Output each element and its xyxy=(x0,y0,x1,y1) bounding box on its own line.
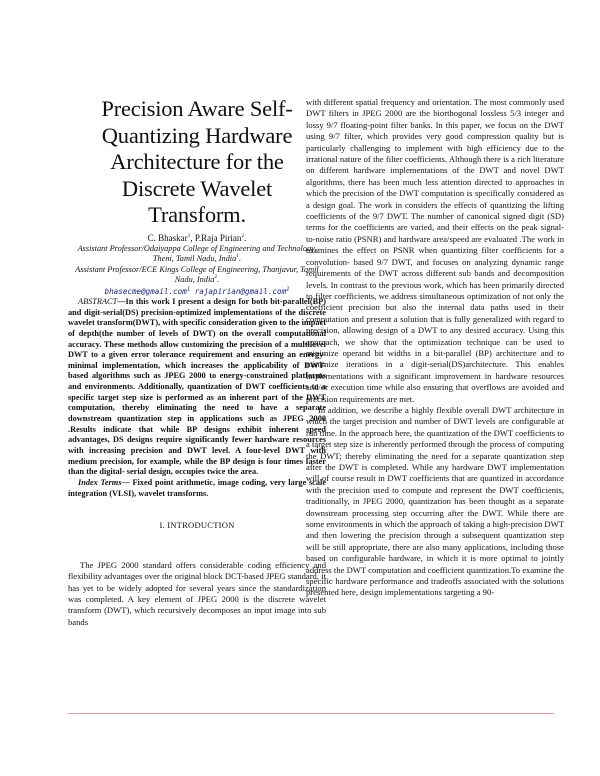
index-terms-text: Fixed point arithmetic, image coding, very large scale integration (VLSI), wavelet transforms. xyxy=(68,478,327,498)
affiliation xyxy=(68,265,326,286)
title-line: Discrete Wavelet xyxy=(121,175,273,201)
index-terms xyxy=(68,478,326,499)
email-link[interactable]: bhasecme@gmail.com xyxy=(104,286,187,296)
affiliation-text: Assistant Professor/ECE Kings College of Engineering, Thanjavur, Tamil Nadu, India xyxy=(75,264,319,285)
title-line: Architecture for the xyxy=(110,149,284,174)
author-affil-marker: 2 xyxy=(241,232,245,239)
abstract-dash: — xyxy=(117,296,126,306)
title-line: Transform. xyxy=(148,202,246,227)
intro-paragraph: The JPEG 2000 standard offers considerable coding efficiency and flexibility advantages over the original block DCT-based JPEG standard, it has yet to be widely adopted for several years since the standardization was completed. A key element of JPEG 2000 is the discrete wavelet transform (DWT), which recursively decomposes an input image into sub bands xyxy=(68,559,326,627)
footer-divider xyxy=(68,713,554,714)
affiliation-marker: 1 xyxy=(236,253,240,260)
author-separator: , xyxy=(190,232,195,243)
title-line: Precision Aware Self- xyxy=(101,96,293,121)
affiliation-marker: 2 xyxy=(214,274,218,281)
index-terms-label: Index Terms xyxy=(78,478,122,488)
author-name: P.Raja Pirian xyxy=(194,232,242,243)
email-link[interactable]: rajapirian@gmail.com xyxy=(194,286,287,296)
body-paragraph: In addition, we describe a highly flexible overall DWT architecture in which the target precision and number of DWT levels are configurable at run time. In the approach here, the quantization of the DWT coefficients to a target step size is inherently performed through the process of computing the DWT; thereby eliminating the need for a separate quantization step after the DWT is completed. While any hardware DWT implementation will of course result in DWT coefficients that are quantized in accordance with the precision used to compute and represent the DWT coefficients, traditionally, in JPEG 2000, quantization has been thought as a separate downstream processing step occurring after the DWT. While there are some environments in which the approach of taking a high-precision DWT and then lowering the precision through a subsequent quantization step will be still appropriate, there are also many applications, including those based on configurable hardware, in which it is more optimal to jointly address the DWT computation and coefficient quantization.To examine the specific hardware performance and tradeoffs associated with the solutions presented here, design implementations targeting a 90- xyxy=(306,404,565,598)
abstract-text: In this work I present a design for both bit-parallel(BP) and digit-serial(DS) precision-optimized implementations of the discrete wavelet transform(DWT), with specific consideration given to the impact of depth(the number of levels of DWT) on the overall computational accuracy. These methods allow customizing the precision of a multilevel DWT to a given error tolerance requirement and ensuring an energy-minimal implementation, which increases the applicability of DWT-based algorithms such as JPEG 2000 to energy-constrained platforms and environments. Additionally, quantization of DWT coefficients to a specific target step size is performed as an inherent part of the DWT computation, thereby eliminating the need to have a separate downstream quantization step in applications such as JPEG 2000 .Results indicate that while BP designs exhibit inherent speed advantages, DS designs require significantly fewer hardware resources with increasing precision and DWT level. A four-level DWT with medium precision, for example, while the BP design is four times faster than the digital- serial design, occupies twice the area. xyxy=(68,296,326,477)
author-name: C. Bhaskar xyxy=(147,232,188,243)
affiliation xyxy=(68,244,326,265)
author-list xyxy=(68,233,326,244)
section-heading-introduction: I. INTRODUCTION xyxy=(159,520,235,531)
title-line: Quantizing Hardware xyxy=(101,122,293,148)
right-column xyxy=(306,97,564,599)
left-column xyxy=(68,96,326,628)
affiliation-end: . xyxy=(217,275,220,285)
email-marker: 2 xyxy=(286,286,290,293)
paper-title xyxy=(68,96,326,229)
index-terms-dash: — xyxy=(121,478,133,488)
abstract-label: ABSTRACT xyxy=(78,296,118,306)
body-paragraph: with different spatial frequency and orientation. The most commonly used DWT filters in JPEG 2000 are the biorthogonal lossless 5/3 integer and lossy 9/7 floating-point filter banks. In this paper, we focus on the DWT using 9/7 filter, which provides very good compression quality but is particularly challenging to implement with high efficiency due to the irrational nature of the filter coefficients. Although there is a rich literature on different hardware implementations of the DWT and novel DWT algorithms, there has been much less attention directed to approaches in which the precision of the DWT computation is specifically considered as a design goal. The work in considers the effects of quantizing the lifting coefficients of the 9/7 DWT. The number of canonical signed digit (SD) terms for the coefficients are varied, and their effects on the peak signal-to-noise ratio (PSNR) and hardware area/speed are evaluated .The work in examines the effect on PSNR when quantizing filter coefficients for a convolution- based 9/7 DWT, and focuses on analyzing dynamic range requirements of the DWT across different sub bands and decomposition levels. In contrast to the previous work, which has been primarily directed to filter coefficients, we address simultaneous optimization of not only the coefficient precision but also the internal data paths used in their computation and present a solution that is fully generalized with regard to precision, allowing design of a DWT to any desired accuracy. Using this approach, we show that the optimization technique can be used to minimize operand bit widths in a bit-parallel (BP) architecture and to minimize iterations in a digit-serial(DS)architecture. This enables implementations with a significant improvement in hardware resources and/or execution time while also ensuring that overflows are avoided and precision requirements are met. xyxy=(306,97,564,404)
affiliation-text: Assistant Professor/Odaiyappa College of Engineering and Technology, Theni, Tamil Nadu, India xyxy=(77,243,317,264)
author-end: . xyxy=(244,232,247,243)
email-marker: 1 xyxy=(186,286,191,293)
author-affil-marker: 1 xyxy=(187,232,191,239)
abstract xyxy=(68,297,326,478)
affiliation-end: . xyxy=(239,254,242,264)
author-emails xyxy=(68,286,326,297)
